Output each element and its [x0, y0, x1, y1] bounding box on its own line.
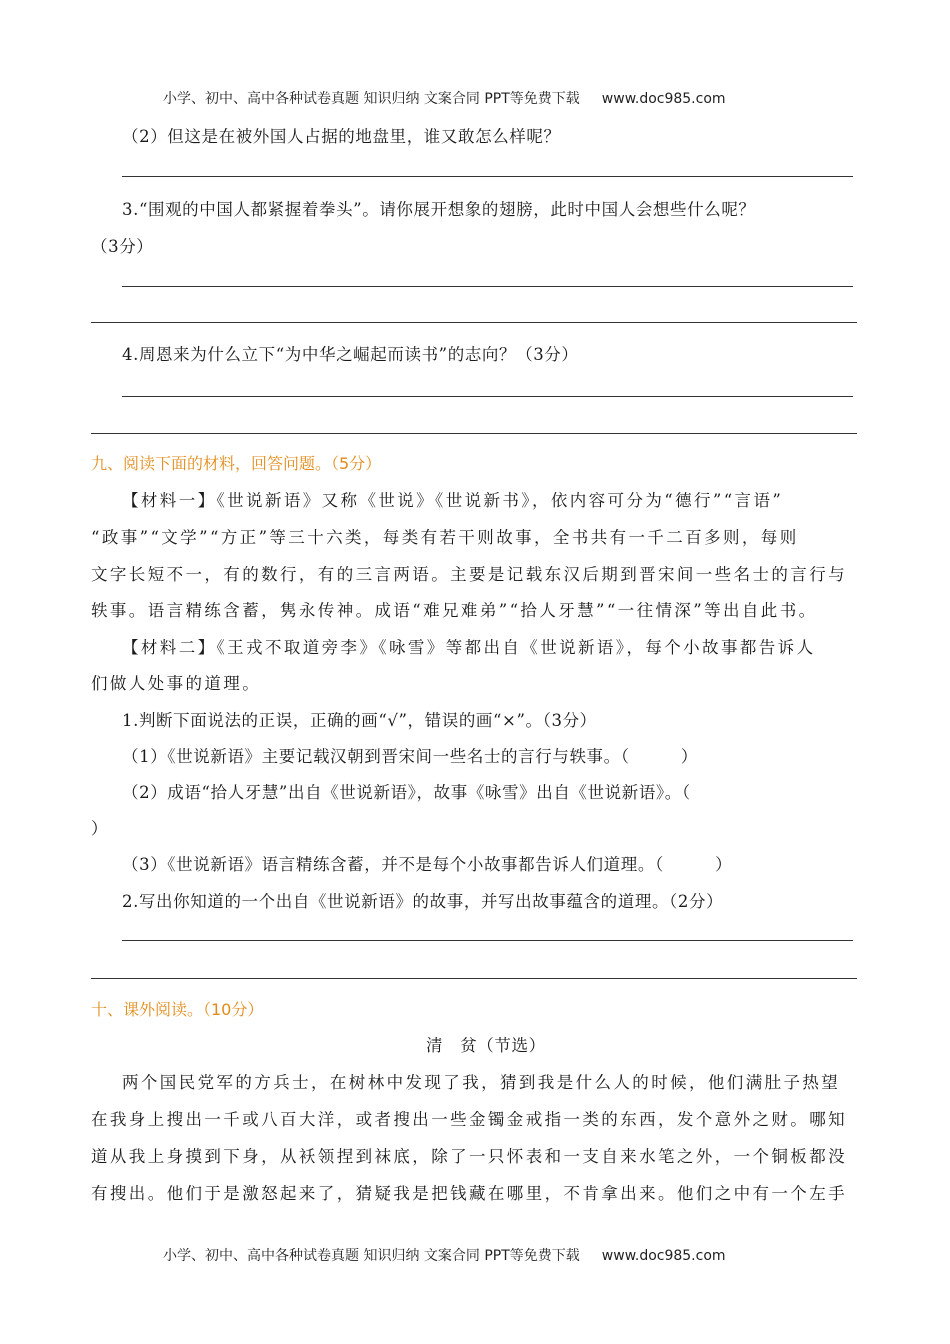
- answer-line[interactable]: [91, 978, 857, 979]
- s9-q1-item: （2）成语“拾人牙慧”出自《世说新语》，故事《咏雪》出自《世说新语》。（: [122, 783, 691, 802]
- q8-q3-line2: （3分）: [91, 237, 154, 256]
- material1-line: 【材料一】《世说新语》又称《世说》《世说新书》，依内容可分为“德行”“言语”: [122, 491, 784, 510]
- footer-banner-text: 小学、初中、高中各种试卷真题 知识归纳 文案合同 PPT等免费下载: [163, 1248, 580, 1264]
- passage-line: 在我身上搜出一千或八百大洋，或者搜出一些金镯金戒指一类的东西，发个意外之财。哪知: [91, 1110, 847, 1129]
- answer-line[interactable]: [122, 176, 853, 177]
- s9-q2: 2.写出你知道的一个出自《世说新语》的故事，并写出故事蕴含的道理。（2分）: [122, 892, 724, 911]
- q8-sub2: （2）但这是在被外国人占据的地盘里，谁又敢怎么样呢？: [122, 127, 561, 146]
- material1-line: 轶事。语言精练含蓄，隽永传神。成语“难兄难弟”“拾人牙慧”“一往情深”等出自此书。: [91, 601, 818, 620]
- answer-line[interactable]: [91, 322, 857, 323]
- s9-q1: 1.判断下面说法的正误，正确的画“√”，错误的画“×”。（3分）: [122, 711, 597, 730]
- material2-line: 们做人处事的道理。: [91, 674, 262, 693]
- q8-q3-line1: 3.“围观的中国人都紧握着拳头”。请你展开想象的翅膀，此时中国人会想些什么呢？: [122, 200, 756, 219]
- answer-line[interactable]: [122, 940, 853, 941]
- passage-title: 清 贫（节选）: [426, 1036, 546, 1055]
- footer-banner-url[interactable]: www.doc985.com: [601, 1248, 726, 1264]
- header-banner-text: 小学、初中、高中各种试卷真题 知识归纳 文案合同 PPT等免费下载: [163, 91, 580, 107]
- passage-line: 两个国民党军的方兵士，在树林中发现了我，猜到我是什么人的时候，他们满肚子热望: [122, 1073, 841, 1092]
- passage-line: 道从我上身摸到下身，从袄领捏到袜底，除了一只怀表和一支自来水笔之外，一个铜板都没: [91, 1147, 847, 1166]
- material2-line: 【材料二】《王戎不取道旁李》《咏雪》等都出自《世说新语》，每个小故事都告诉人: [122, 638, 816, 657]
- answer-line[interactable]: [122, 286, 853, 287]
- header-banner-url[interactable]: www.doc985.com: [601, 91, 726, 107]
- section9-heading: 九、阅读下面的材料，回答问题。（5分）: [91, 454, 382, 473]
- section10-heading: 十、课外阅读。（10分）: [91, 1000, 264, 1019]
- material1-line: 文字长短不一，有的数行，有的三言两语。主要是记载东汉后期到晋宋间一些名士的言行与: [91, 565, 847, 584]
- answer-line[interactable]: [122, 396, 853, 397]
- answer-line[interactable]: [91, 433, 857, 434]
- footer-banner: [163, 1245, 726, 1265]
- passage-line: 有搜出。他们于是激怒起来了，猜疑我是把钱藏在哪里，不肯拿出来。他们之中有一个左手: [91, 1184, 847, 1203]
- s9-q1-item: （1）《世说新语》主要记载汉朝到晋宋间一些名士的言行与轶事。（ ）: [122, 747, 698, 766]
- header-banner: [163, 88, 726, 108]
- material1-line: “政事”“文学”“方正”等三十六类，每类有若干则故事，全书共有一千二百多则，每则: [91, 528, 799, 547]
- q8-q4: 4.周恩来为什么立下“为中华之崛起而读书”的志向？（3分）: [122, 345, 579, 364]
- s9-q1-item-cont: ）: [91, 819, 109, 838]
- s9-q1-item: （3）《世说新语》语言精练含蓄，并不是每个小故事都告诉人们道理。（ ）: [122, 855, 733, 874]
